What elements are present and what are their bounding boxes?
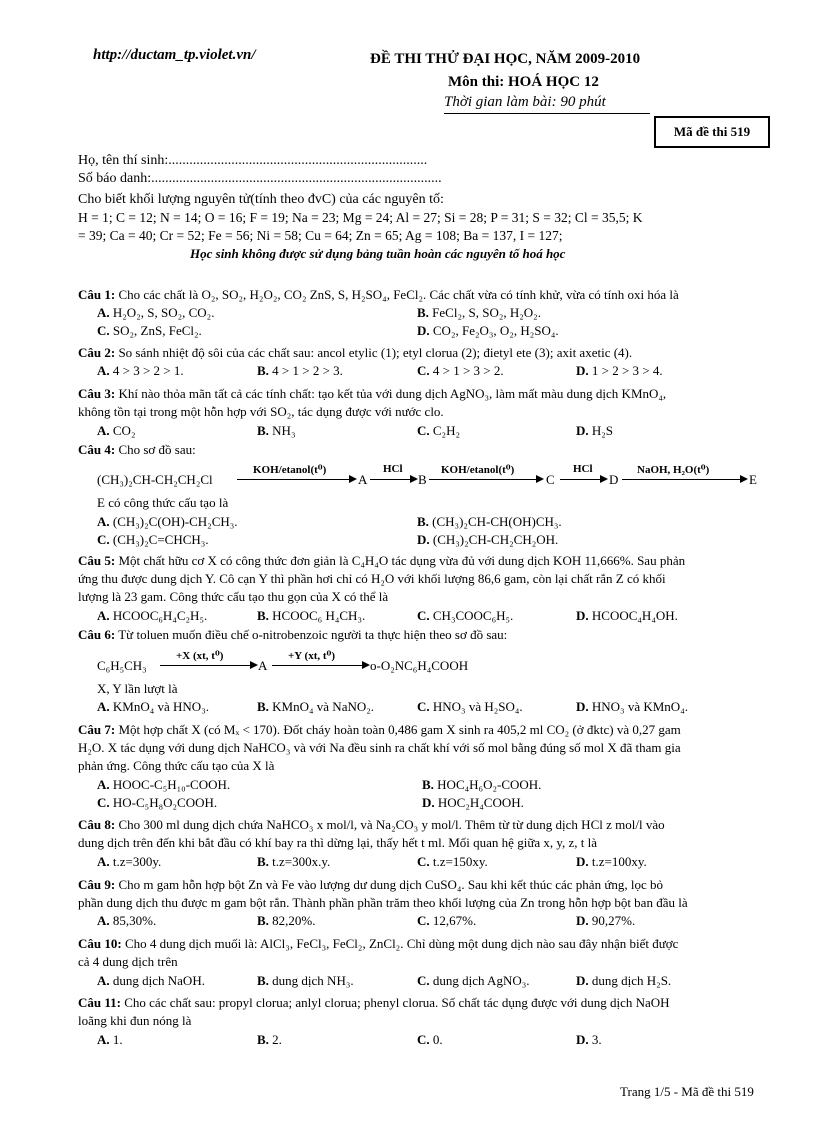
q4-arrow-2 <box>370 479 410 480</box>
question-5-cont-1: ứng thu được dung dịch Y. Cô cạn Y thì phần hơi chỉ có H₂O với khối lượng 86,6 gam, còn lại chất rắn Z có khối <box>78 571 666 586</box>
q5-option-c[interactable]: C. CH₃COOC₆H₅. <box>417 608 514 623</box>
q5-option-b[interactable]: B. HCOOC₆ H₄CH₃. <box>257 608 366 623</box>
q3-option-c[interactable]: C. C₂H₂ <box>417 423 461 438</box>
q6-arrow-1-head <box>250 661 258 669</box>
q7-option-a[interactable]: A. HOOC-C₅H₁₀-COOH. <box>97 777 231 792</box>
exam-code-box: Mã đề thi 519 <box>654 116 770 148</box>
question-6-prompt: X, Y lần lượt là <box>97 681 178 696</box>
question-5: Câu 5: Một chất hữu cơ X có công thức đơn giản là C₄H₄O tác dụng vừa đủ với dung dịch KOH 11,666%. Sau phản <box>78 553 686 568</box>
q4-arrow-5-head <box>740 475 748 483</box>
question-2: Câu 2: So sánh nhiệt độ sôi của các chất sau: ancol etylic (1); etyl clorua (2); đietyl ete (3); axit axetic (4). <box>78 345 633 360</box>
q6-arrow-2 <box>272 665 362 666</box>
question-10: Câu 10: Cho 4 dung dịch muối là: AlCl₃, FeCl₃, FeCl₂, ZnCl₂. Chỉ dùng một dung dịch nào sau đây nhận biết được <box>78 936 679 951</box>
q7-option-b[interactable]: B. HOC₄H₆O₂-COOH. <box>422 777 542 792</box>
q4-arrow-1-label: KOH/etanol(t⁰) <box>253 464 327 476</box>
question-8-cont: dung dịch trên đến khi bắt đầu có khí bay ra thì dừng lại, thấy hết t ml. Mối quan hệ giữa x, y, z, t là <box>78 835 598 850</box>
q2-option-d[interactable]: D. 1 > 2 > 3 > 4. <box>576 363 663 378</box>
question-text: Cho các chất là O₂, SO₂, H₂O₂, CO₂ ZnS, S, H₂SO₄, FeCl₂. Các chất vừa có tính khử, vừa có tính oxi hóa là <box>118 287 679 302</box>
q6-option-a[interactable]: A. KMnO₄ và HNO₃. <box>97 699 209 714</box>
question-10-cont: cả 4 dung dịch trên <box>78 954 178 969</box>
q4-arrow-1-head <box>349 475 357 483</box>
question-11: Câu 11: Cho các chất sau: propyl clorua; anlyl clorua; phenyl clorua. Số chất tác dụng được với dung dịch NaOH <box>78 995 670 1010</box>
exam-subject: Môn thi: HOÁ HỌC 12 <box>448 74 599 90</box>
question-3: Câu 3: Khí nào thỏa mãn tất cả các tính chất: tạo kết tủa với dung dịch AgNO₃, làm mất màu dung dịch KMnO₄, <box>78 386 667 401</box>
exam-time: Thời gian làm bài: 90 phút <box>444 94 606 110</box>
q9-option-c[interactable]: C. 12,67%. <box>417 913 477 928</box>
question-11-cont: loãng khi đun nóng là <box>78 1013 192 1028</box>
q9-option-a[interactable]: A. 85,30%. <box>97 913 157 928</box>
q5-option-d[interactable]: D. HCOOC₄H₄OH. <box>576 608 678 623</box>
periodic-table-warning: Học sinh không được sử dụng bảng tuần hoàn các nguyên tố hoá học <box>190 246 566 261</box>
q4-arrow-3-head <box>536 475 544 483</box>
q4-arrow-2-head <box>410 475 418 483</box>
question-4: Câu 4: Cho sơ đồ sau: <box>78 442 196 457</box>
q9-option-b[interactable]: B. 82,20%. <box>257 913 316 928</box>
q4-arrow-2-label: HCl <box>383 463 403 475</box>
source-url[interactable]: http://ductam_tp.violet.vn/ <box>93 47 256 63</box>
q6-node-a: A <box>258 658 268 673</box>
question-7-cont-1: H₂O. X tác dụng với dung dịch NaHCO₃ và với Na đều sinh ra chất khí với số mol bằng đúng số mol X đã tham gia <box>78 740 681 755</box>
q2-option-a[interactable]: A. 4 > 3 > 2 > 1. <box>97 363 184 378</box>
q3-option-a[interactable]: A. CO₂ <box>97 423 136 438</box>
q7-option-d[interactable]: D. HOC₂H₄COOH. <box>422 795 524 810</box>
q7-option-c[interactable]: C. HO-C₅H₈O₂COOH. <box>97 795 218 810</box>
q1-option-a[interactable]: A. H₂O₂, S, SO₂, CO₂. <box>97 305 215 320</box>
q10-option-c[interactable]: C. dung dịch AgNO₃. <box>417 973 530 988</box>
q8-option-a[interactable]: A. t.z=300y. <box>97 854 162 869</box>
q6-arrow-1 <box>160 665 250 666</box>
q11-option-b[interactable]: B. 2. <box>257 1032 282 1047</box>
question-7: Câu 7: Một hợp chất X (có Mₓ < 170). Đốt cháy hoàn toàn 0,486 gam X sinh ra 405,2 ml CO₂ (ở đktc) và 0,27 gam <box>78 722 681 737</box>
q11-option-a[interactable]: A. 1. <box>97 1032 123 1047</box>
q4-arrow-4-label: HCl <box>573 463 593 475</box>
q6-arrow-1-label: +X (xt, t⁰) <box>176 650 224 662</box>
atomic-mass-line-2: = 39; Ca = 40; Cr = 52; Fe = 56; Ni = 58; Cu = 64; Zn = 65; Ag = 108; Ba = 137, I = 127; <box>78 228 563 243</box>
question-3-cont: không tồn tại trong một hỗn hợp với SO₂, tác dụng được với nước clo. <box>78 404 444 419</box>
candidate-id-line: Số báo danh:................................................................................... <box>78 171 442 186</box>
q4-arrow-4-head <box>600 475 608 483</box>
q1-option-d[interactable]: D. CO₂, Fe₂O₃, O₂, H₂SO₄. <box>417 323 559 338</box>
q4-arrow-5 <box>622 479 740 480</box>
q1-option-b[interactable]: B. FeCl₂, S, SO₂, H₂O₂. <box>417 305 541 320</box>
q4-node-d: D <box>609 472 619 487</box>
q5-option-a[interactable]: A. HCOOC₆H₄C₂H₅. <box>97 608 208 623</box>
q3-option-d[interactable]: D. H₂S <box>576 423 614 438</box>
q4-scheme-start: (CH₃)₂CH-CH₂CH₂Cl <box>97 472 213 487</box>
question-8: Câu 8: Cho 300 ml dung dịch chứa NaHCO₃ x mol/l, và Na₂CO₃ y mol/l. Thêm từ từ dung dịch HCl z mol/l vào <box>78 817 665 832</box>
q10-option-a[interactable]: A. dung dịch NaOH. <box>97 973 205 988</box>
q2-option-c[interactable]: C. 4 > 1 > 3 > 2. <box>417 363 504 378</box>
q11-option-c[interactable]: C. 0. <box>417 1032 443 1047</box>
q10-option-b[interactable]: B. dung dịch NH₃. <box>257 973 354 988</box>
q4-arrow-3 <box>429 479 536 480</box>
q4-option-d[interactable]: D. (CH₃)₂CH-CH₂CH₂OH. <box>417 532 559 547</box>
q4-arrow-1 <box>237 479 349 480</box>
q6-arrow-2-label: +Y (xt, t⁰) <box>288 650 336 662</box>
q3-option-b[interactable]: B. NH₃ <box>257 423 296 438</box>
q1-option-c[interactable]: C. SO₂, ZnS, FeCl₂. <box>97 323 202 338</box>
q6-arrow-2-head <box>362 661 370 669</box>
question-6: Câu 6: Từ toluen muốn điều chế o-nitrobenzoic người ta thực hiện theo sơ đồ sau: <box>78 627 508 642</box>
q11-option-d[interactable]: D. 3. <box>576 1032 602 1047</box>
question-1 <box>78 287 679 303</box>
q4-arrow-5-label: NaOH, H₂O(t⁰) <box>637 464 710 476</box>
q6-option-b[interactable]: B. KMnO₄ và NaNO₂. <box>257 699 375 714</box>
q4-node-e: E <box>749 472 757 487</box>
q4-node-a: A <box>358 472 368 487</box>
q4-option-a[interactable]: A. (CH₃)₂C(OH)-CH₂CH₃. <box>97 514 238 529</box>
question-7-cont-2: phản ứng. Công thức cấu tạo của X là <box>78 758 275 773</box>
q4-node-c: C <box>546 472 555 487</box>
question-5-cont-2: lượng là 23 gam. Công thức cấu tạo thu gọn của X có thể là <box>78 589 389 604</box>
q2-option-b[interactable]: B. 4 > 1 > 2 > 3. <box>257 363 343 378</box>
time-underline <box>444 113 650 114</box>
atomic-mass-line-1: H = 1; C = 12; N = 14; O = 16; F = 19; Na = 23; Mg = 24; Al = 27; Si = 28; P = 31; S = 32; Cl = 35,5; K <box>78 210 643 225</box>
q9-option-d[interactable]: D. 90,27%. <box>576 913 636 928</box>
q6-product: o-O₂NC₆H₄COOH <box>370 658 469 673</box>
q4-arrow-3-label: KOH/etanol(t⁰) <box>441 464 515 476</box>
q6-scheme-start: C₆H₅CH₃ <box>97 658 147 673</box>
question-9-cont: phần dung dịch thu được m gam bột rắn. Thành phần phần trăm theo khối lượng của Zn trong hỗn hợp bột ban đầu là <box>78 895 688 910</box>
q10-option-d[interactable]: D. dung dịch H₂S. <box>576 973 672 988</box>
atomic-mass-intro: Cho biết khối lượng nguyên tử(tính theo đvC) của các nguyên tố: <box>78 192 444 207</box>
q4-option-c[interactable]: C. (CH₃)₂C=CHCH₃. <box>97 532 209 547</box>
question-label: Câu 1: <box>78 287 116 302</box>
page-footer: Trang 1/5 - Mã đề thi 519 <box>620 1084 754 1099</box>
candidate-name-line: Họ, tên thí sinh:.......................................................................... <box>78 153 428 168</box>
q4-node-b: B <box>418 472 427 487</box>
q8-option-d[interactable]: D. t.z=100xy. <box>576 854 647 869</box>
exam-title: ĐỀ THI THỬ ĐẠI HỌC, NĂM 2009-2010 <box>370 51 641 67</box>
q4-option-b[interactable]: B. (CH₃)₂CH-CH(OH)CH₃. <box>417 514 562 529</box>
q8-option-b[interactable]: B. t.z=300x.y. <box>257 854 331 869</box>
q6-option-d[interactable]: D. HNO₃ và KMnO₄. <box>576 699 688 714</box>
question-9: Câu 9: Cho m gam hỗn hợp bột Zn và Fe vào lượng dư dung dịch CuSO₄. Sau khi kết thúc các phản ứng, lọc bỏ <box>78 877 663 892</box>
q4-arrow-4 <box>560 479 600 480</box>
q8-option-c[interactable]: C. t.z=150xy. <box>417 854 488 869</box>
q6-option-c[interactable]: C. HNO₃ và H₂SO₄. <box>417 699 523 714</box>
question-4-prompt: E có công thức cấu tạo là <box>97 495 229 510</box>
